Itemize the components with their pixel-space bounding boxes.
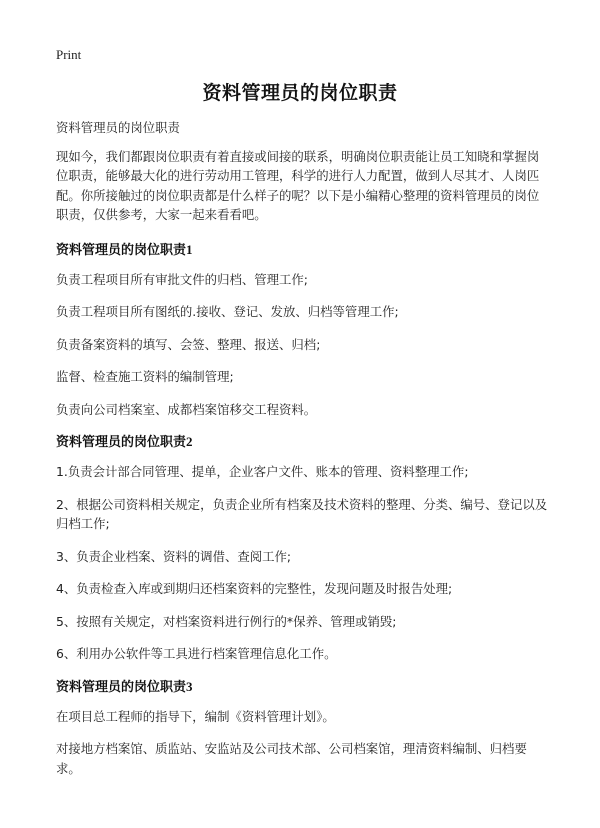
page-title: 资料管理员的岗位职责 bbox=[202, 82, 398, 104]
section-1-item: 负责工程项目所有图纸的.接收、登记、发放、归档等管理工作; bbox=[56, 304, 399, 319]
section-1-item: 监督、检查施工资料的编制管理; bbox=[56, 369, 234, 384]
section-2-item: 1.负责会计部合同管理、提单，企业客户文件、账本的管理、资料整理工作; bbox=[56, 464, 469, 479]
section-1-item: 负责向公司档案室、成都档案馆移交工程资料。 bbox=[56, 401, 317, 417]
section-heading-2: 资料管理员的岗位职责2 bbox=[56, 434, 193, 449]
section-heading-1: 资料管理员的岗位职责1 bbox=[56, 241, 193, 257]
print-link[interactable]: Print bbox=[56, 47, 82, 62]
section-3-item: 对接地方档案馆、质监站、安监站及公司技术部、公司档案馆，理清资料编制、归档要求。 bbox=[56, 741, 527, 776]
section-1-item: 负责工程项目所有审批文件的归档、管理工作; bbox=[56, 271, 308, 287]
section-2-item: 5、按照有关规定，对档案资料进行例行的*保养、管理或销毁; bbox=[56, 613, 397, 629]
section-2-item: 4、负责检查入库或到期归还档案资料的完整性，发现问题及时报告处理; bbox=[56, 581, 453, 596]
section-2-item: 2、根据公司资料相关规定，负责企业所有档案及技术资料的整理、分类、编号、登记以及归档工作; bbox=[56, 496, 548, 531]
document-subtitle: 资料管理员的岗位职责 bbox=[56, 120, 180, 135]
section-2-item: 6、利用办公软件等工具进行档案管理信息化工作。 bbox=[56, 646, 337, 661]
section-3-item: 在项目总工程师的指导下，编制《资料管理计划》。 bbox=[56, 708, 335, 724]
intro-paragraph: 现如今，我们都跟岗位职责有着直接或间接的联系，明确岗位职责能让员工知晓和掌握岗位职责，能够最大化的进行劳动用工管理，科学的进行人力配置，做到人尽其才、人岗匹配。你所接触过的岗位职责都是什么样子的呢？以下是小编精心整理的资料管理员的岗位职责，仅供参考，大家一起来看看吧。 bbox=[56, 148, 540, 222]
section-2-item: 3、负责企业档案、资料的调借、查阅工作; bbox=[56, 548, 292, 564]
document-body bbox=[56, 118, 548, 791]
section-heading-3: 资料管理员的岗位职责3 bbox=[56, 678, 193, 694]
section-1-item: 负责备案资料的填写、会签、整理、报送、归档; bbox=[56, 336, 321, 352]
